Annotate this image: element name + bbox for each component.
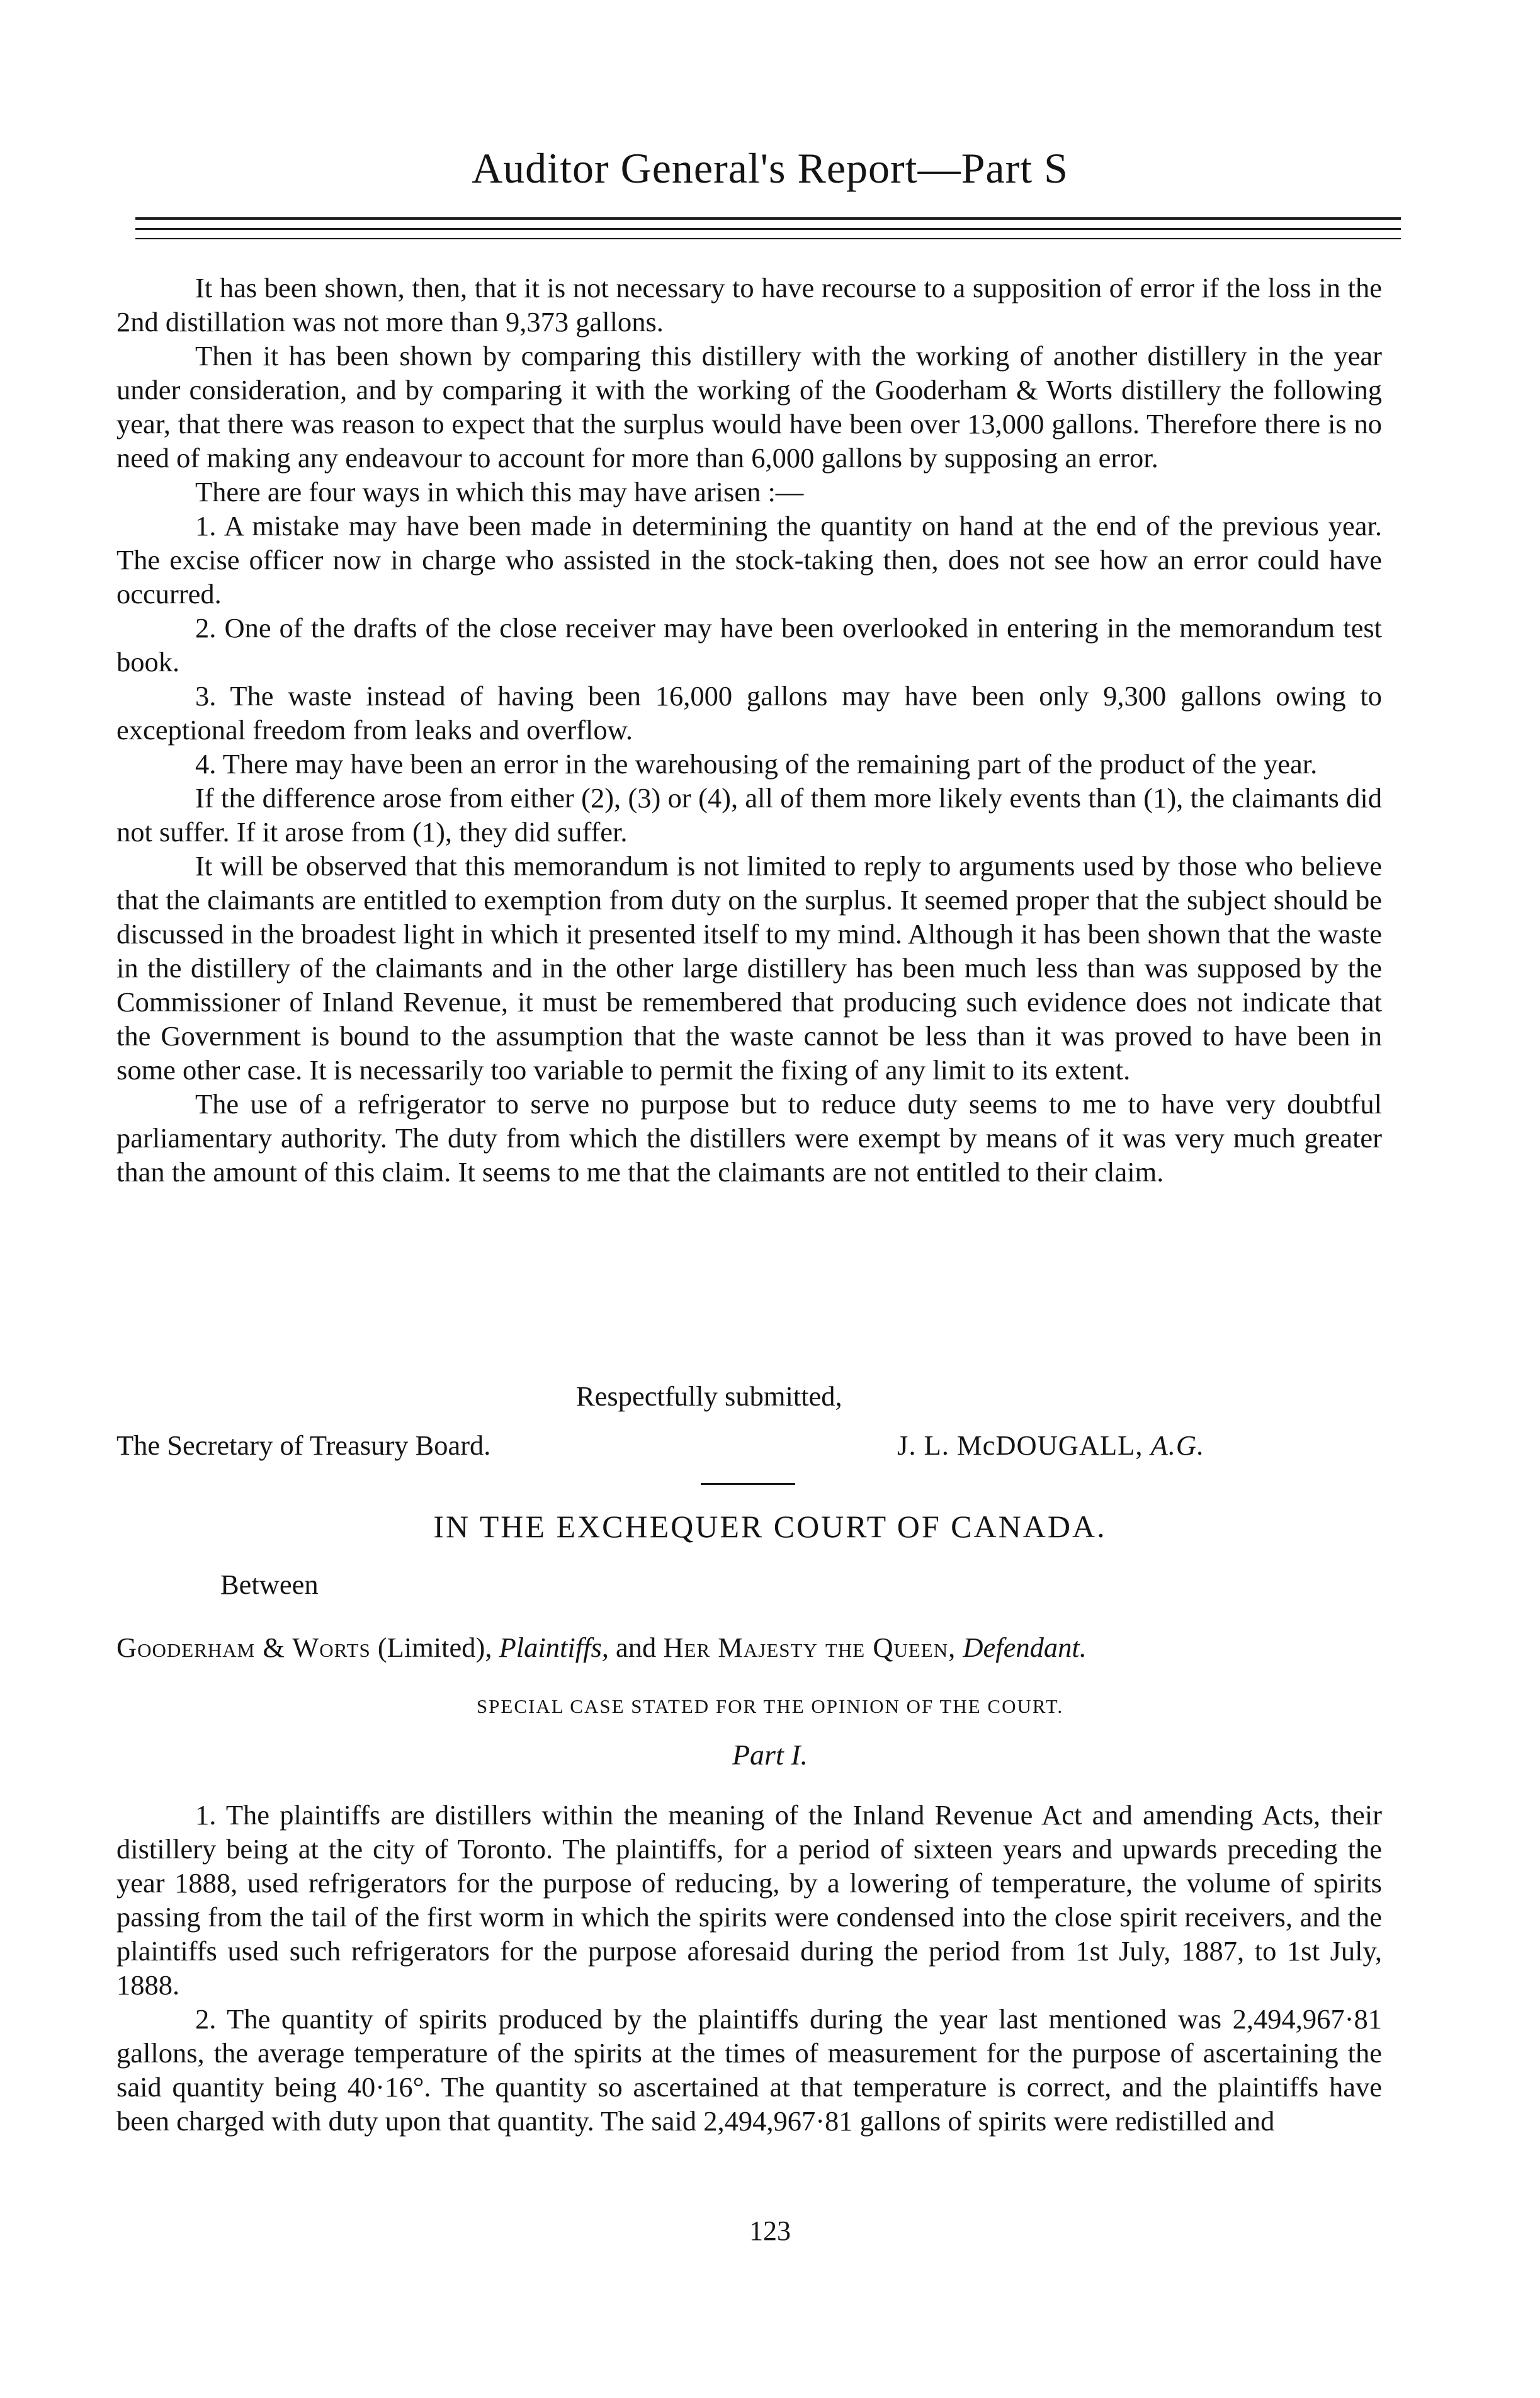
signer: [897, 1428, 1204, 1462]
memorandum-paragraph: Then it has been shown by comparing this distillery with the working of another distillery in the year under consideration, and by comparing it with the working of the Gooderham & Worts distillery the following year, that there was reason to expect that the surplus would have been over 13,000 gallons. Therefore there is no need of making any endeavour to account for more than 6,000 gallons by supposing an error.: [116, 340, 1382, 474]
header-rule: [135, 228, 1401, 230]
addressee: The Secretary of Treasury Board.: [116, 1429, 491, 1461]
memorandum-paragraph: 3. The waste instead of having been 16,000 gallons may have been only 9,300 gallons owing to exceptional freedom from leaks and overflow.: [116, 680, 1382, 746]
special-case-heading: SPECIAL CASE STATED FOR THE OPINION OF THE COURT.: [476, 1695, 1064, 1717]
closing-salutation: Respectfully submitted,: [576, 1380, 842, 1412]
memorandum-paragraph: There are four ways in which this may have arisen :—: [195, 476, 804, 508]
memorandum-paragraph: 1. A mistake may have been made in determining the quantity on hand at the end of the previous year. The excise officer now in charge who assisted in the stock-taking then, does not see how an error could have occurred.: [116, 510, 1382, 610]
signer-title: A.G.: [1150, 1429, 1205, 1461]
defendant-role: Defendant.: [963, 1632, 1087, 1663]
section-divider: [701, 1483, 795, 1485]
memorandum-paragraph: 2. One of the drafts of the close receiver may have been overlooked in entering in the memorandum test book.: [116, 612, 1382, 678]
parties-conjunction: and: [616, 1632, 657, 1663]
memorandum-paragraph: It will be observed that this memorandum is not limited to reply to arguments used by those who believe that the claimants are entitled to exemption from duty on the surplus. It seemed proper that the subject should be discussed in the broadest light in which it presented itself to my mind. Although it has been shown that the waste in the distillery of the claimants and in the other large distillery has been much less than was supposed by the Commissioner of Inland Revenue, it must be remembered that producing such evidence does not indicate that the Government is bound to the assumption that the waste cannot be less than it was proved to have been in some other case. It is necessarily too variable to permit the fixing of any limit to its extent.: [116, 850, 1382, 1086]
court-title: IN THE EXCHEQUER COURT OF CANADA.: [433, 1509, 1107, 1544]
plaintiff-name: Gooderham & Worts: [116, 1632, 371, 1663]
plaintiff-suffix: (Limited),: [377, 1632, 492, 1663]
defendant-name: Her Majesty the Queen,: [663, 1632, 956, 1663]
memorandum-body: [116, 271, 1382, 1189]
page-header-title: Auditor General's Report—Part S: [472, 144, 1068, 192]
special-case-body: [116, 1798, 1382, 2138]
header-rule: [135, 217, 1401, 220]
part-heading: Part I.: [732, 1739, 808, 1771]
special-case-paragraph: 1. The plaintiffs are distillers within the meaning of the Inland Revenue Act and amending Acts, their distillery being at the city of Toronto. The plaintiffs, for a period of sixteen years and upwards preceding the year 1888, used refrigerators for the purpose of reducing, by a lowering of temperature, the volume of spirits passing from the tail of the first worm in which the spirits were condensed into the close spirit receivers, and the plaintiffs used such refrigerators for the purpose aforesaid during the period from 1st July, 1887, to 1st July, 1888.: [116, 1799, 1382, 2001]
page-number: 123: [749, 2215, 791, 2246]
memorandum-paragraph: 4. There may have been an error in the warehousing of the remaining part of the product of the year.: [195, 748, 1318, 780]
memorandum-paragraph: The use of a refrigerator to serve no purpose but to reduce duty seems to me to have very doubtful parliamentary authority. The duty from which the distillers were exempt by means of it was very much greater than the amount of this claim. It seems to me that the claimants are not entitled to their claim.: [116, 1088, 1382, 1188]
case-parties: [116, 1631, 1382, 1664]
between-label: Between: [220, 1569, 319, 1600]
memorandum-paragraph: It has been shown, then, that it is not necessary to have recourse to a supposition of error if the loss in the 2nd distillation was not more than 9,373 gallons.: [116, 272, 1382, 338]
special-case-paragraph: 2. The quantity of spirits produced by the plaintiffs during the year last mentioned was 2,494,967·81 gallons, the average temperature of the spirits at the times of measurement for the purpose of ascertaining the said quantity being 40·16°. The quantity so ascertained at that temperature is correct, and the plaintiffs have been charged with duty upon that quantity. The said 2,494,967·81 gallons of spirits were redistilled and: [116, 2003, 1382, 2137]
plaintiff-role: Plaintiffs,: [499, 1632, 609, 1663]
memorandum-paragraph: If the difference arose from either (2), (3) or (4), all of them more likely events than (1), the claimants did not suffer. If it arose from (1), they did suffer.: [116, 782, 1382, 848]
signer-name: J. L. McDOUGALL,: [897, 1429, 1143, 1461]
header-rule: [135, 238, 1401, 239]
